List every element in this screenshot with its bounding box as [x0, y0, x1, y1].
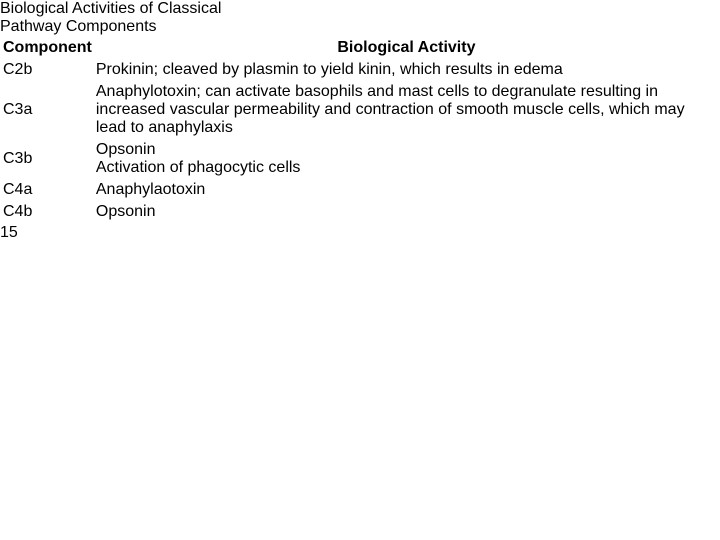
- header-component: Component: [3, 39, 92, 56]
- table-row: [2, 60, 718, 80]
- activity-line: Prokinin; cleaved by plasmin to yield kinin, which results in edema: [95, 61, 563, 78]
- table-row: [2, 202, 718, 222]
- activity-cell: [95, 202, 718, 222]
- component-cell: C4a: [3, 181, 33, 198]
- activity-line: Activation of phagocytic cells: [95, 159, 301, 176]
- table-header-row: [2, 38, 718, 58]
- left-accent-bar: [28, 14, 33, 108]
- component-cell: C3a: [3, 101, 33, 118]
- table-row: [2, 140, 718, 178]
- page-number: 15: [0, 224, 18, 241]
- component-cell: C4b: [3, 203, 33, 220]
- table-row: [2, 82, 718, 138]
- components-table-container: [0, 36, 720, 224]
- table-row: [2, 180, 718, 200]
- slide-title-line-2: Pathway Components: [0, 18, 157, 35]
- activity-line: Opsonin: [95, 203, 156, 220]
- component-cell: C3b: [3, 150, 33, 167]
- slide-title-line-1: Biological Activities of Classical: [0, 0, 222, 17]
- activity-cell: [95, 60, 718, 80]
- activity-cell: [95, 180, 718, 200]
- header-biological-activity: Biological Activity: [337, 39, 476, 56]
- slide-title: [0, 0, 720, 36]
- activity-line: Opsonin: [95, 141, 156, 158]
- activity-line: Anaphylaotoxin: [95, 181, 206, 198]
- activity-cell: [95, 140, 718, 178]
- components-table: [0, 36, 720, 224]
- activity-line: Anaphylotoxin; can activate basophils and mast cells to degranulate resulting in increased vascular permeability and contraction of smooth muscle cells, which may lead to anaphylaxis: [95, 83, 685, 136]
- activity-cell: [95, 82, 718, 138]
- component-cell: C2b: [3, 61, 33, 78]
